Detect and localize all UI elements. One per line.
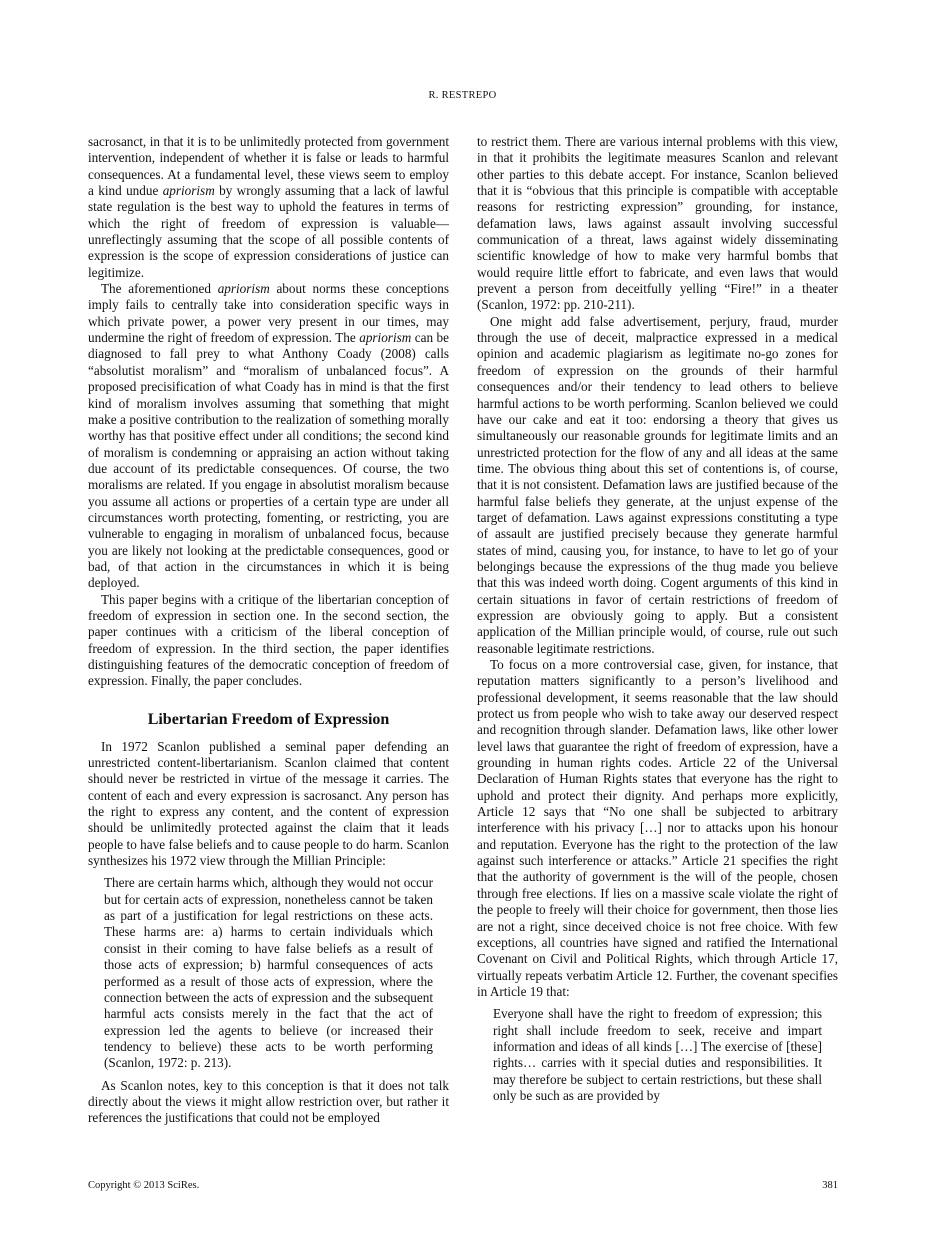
left-column bbox=[88, 134, 449, 1127]
right-column bbox=[477, 134, 838, 1110]
paragraph: to restrict them. There are various internal problems with this view, in that it prohibits the legitimate measures Scanlon and relevant other parties to this debate accept. For instance, Scanlon believed that it is “obvious that this principle is compatible with acceptable reasons for restricting expression” grounding, for instance, defamation laws, laws against assault involving successful communication of a threat, laws against widely disseminating scientific knowledge of how to make very harmful bombs that would require little effort to fabricate, and even laws that would prevent a person from deceitfully yelling “Fire!” in a theater (Scanlon, 1972: pp. 210-211). bbox=[477, 134, 838, 313]
paragraph: In 1972 Scanlon published a seminal paper defending an unrestricted content-libertarianism. Scanlon claimed that content should never be restricted in virtue of the message it carries. The content of each and every expression is sacrosanct. Any person has the right to express any content, and the content of expression should be unlimitedly protected against the claim that it leads people to have false beliefs and to cause people to do harm. Scanlon synthesizes his 1972 view through the Millian Principle: bbox=[88, 738, 449, 869]
block-quote: Everyone shall have the right to freedom of expression; this right shall include freedom to seek, receive and impart information and ideas of all kinds […] The exercise of [these] rights… carries with it special duties and responsibilities. It may therefore be subject to certain restrictions, but these shall only be such as are provided by bbox=[493, 1006, 822, 1103]
paragraph: This paper begins with a critique of the libertarian conception of freedom of expression in section one. In the second section, the paper continues with a criticism of the liberal conception of freedom of expression. In the third section, the paper identifies distinguishing features of the democratic conception of freedom of expression. Finally, the paper concludes. bbox=[88, 591, 449, 689]
page-number: 381 bbox=[822, 1180, 838, 1191]
emphasis: apriorism bbox=[162, 183, 215, 199]
paragraph: To focus on a more controversial case, given, for instance, that reputation matters significantly to a person’s livelihood and professional development, it seems reasonable that the law should protect us from people who wish to take away our deserved respect and recognition through slander. Defamation laws, like other lower level laws that guarantee the right of freedom of expression, have a grounding in human rights codes. Article 22 of the Universal Declaration of Human Rights states that everyone has the right to uphold and protect their dignity. And perhaps more explicitly, Article 12 says that “No one shall be subjected to arbitrary interference with his privacy […] nor to attacks upon his honour and reputation. Everyone has the right to the protection of the law against such interference or attacks.” Article 21 specifies the right that the authority of government is the will of the people, chosen through free elections. If lies on a massive scale violate the right of the people to freely will their choice for government, then those lies are not a right, since deceived choice is not free choice. With few exceptions, all countries have signed and ratified the International Covenant on Civil and Political Rights, which through Article 17, virtually repeats verbatim Article 12. Further, the covenant specifies in Article 19 that: bbox=[477, 657, 838, 999]
emphasis: apriorism bbox=[359, 330, 412, 346]
running-head: R. RESTREPO bbox=[428, 90, 497, 101]
paragraph: The aforementioned apriorism about norms these conceptions imply fails to centrally take into consideration specific ways in which private power, a power very present in our times, may undermine the right of freedom of expression. The apriorism can be diagnosed to fall prey to what Anthony Coady (2008) calls “absolutist moralism” and “moralism of unbalanced focus”. A proposed precisification of what Coady has in mind is that the first kind of moralism involves assuming that something that might make a positive contribution to the realization of something morally worthy has that positive effect under all conditions; the second kind of moralism is condemning or appraising an action without taking due account of its predictable consequences. Of course, the two moralisms are related. If you engage in absolutist moralism because you assume all actions or properties of a certain type are under all circumstances worth protecting, fomenting, or restricting, you are vulnerable to engaging in moralism of unbalanced focus, because you are likely not looking at the predictable consequences, good or bad, of that action in the circumstances in which it is being deployed. bbox=[88, 281, 450, 591]
section-heading: Libertarian Freedom of Expression bbox=[147, 710, 390, 728]
block-quote: There are certain harms which, although they would not occur but for certain acts of expression, nonetheless cannot be taken as part of a justification for legal restrictions on these acts. These harms are: a) harms to certain individuals which consist in their coming to have false beliefs as a result of those acts of expression; b) harmful consequences of acts performed as a result of those acts of expression, where the connection between the acts of expression and the subsequent harmful acts consists merely in the fact that the act of expression led the agents to believe (or increased their tendency to believe) these acts to be worth performing (Scanlon, 1972: p. 213). bbox=[104, 875, 433, 1071]
paragraph: sacrosanct, in that it is to be unlimitedly protected from government intervention, independent of whether it is false or leads to harmful consequences. At a fundamental level, these views seem to employ a kind undue apriorism by wrongly assuming that a lack of lawful state regulation is the best way to uphold the features in terms of which the right of freedom of expression is valuable—unreflectingly assuming that the scope of all possible contents of expression is the scope of expression considerations of justice can legitimize. bbox=[88, 134, 450, 280]
paragraph: One might add false advertisement, perjury, fraud, murder through the use of deceit, malpractice expressed in a medical opinion and academic plagiarism as legitimate no-go zones for freedom of expression on the grounds of their harmful consequences and/or their tendency to lead others to believe harmful actions to be worth performing. Scanlon believed we could have our cake and eat it too: endorsing a theory that gives us simultaneously our reasonable grounds for legitimate limits and an unrestricted protection for the flow of any and all ideas at the same time. The obvious thing about this set of contentions is, of course, that it is not consistent. Defamation laws are justified because of the harmful false beliefs they generate, at the unjust expense of the target of defamation. Laws against expressions constituting a type of assault are justified precisely because they generate harmful states of mind, causing you, for instance, to have to let go of your belongings because the expressions of the thug made you believe that this was indeed worth doing. Cogent arguments of this kind in certain situations in favor of certain restrictions of freedom of expression are obviously going to apply. But a consistent application of the Millian principle would, of course, rule out such reasonable legitimate restrictions. bbox=[477, 313, 838, 656]
emphasis: apriorism bbox=[217, 281, 270, 297]
copyright: Copyright © 2013 SciRes. bbox=[88, 1180, 200, 1191]
paragraph: As Scanlon notes, key to this conception is that it does not talk directly about the views it might allow restriction over, but rather it references the justifications that could not be employed bbox=[88, 1077, 449, 1126]
